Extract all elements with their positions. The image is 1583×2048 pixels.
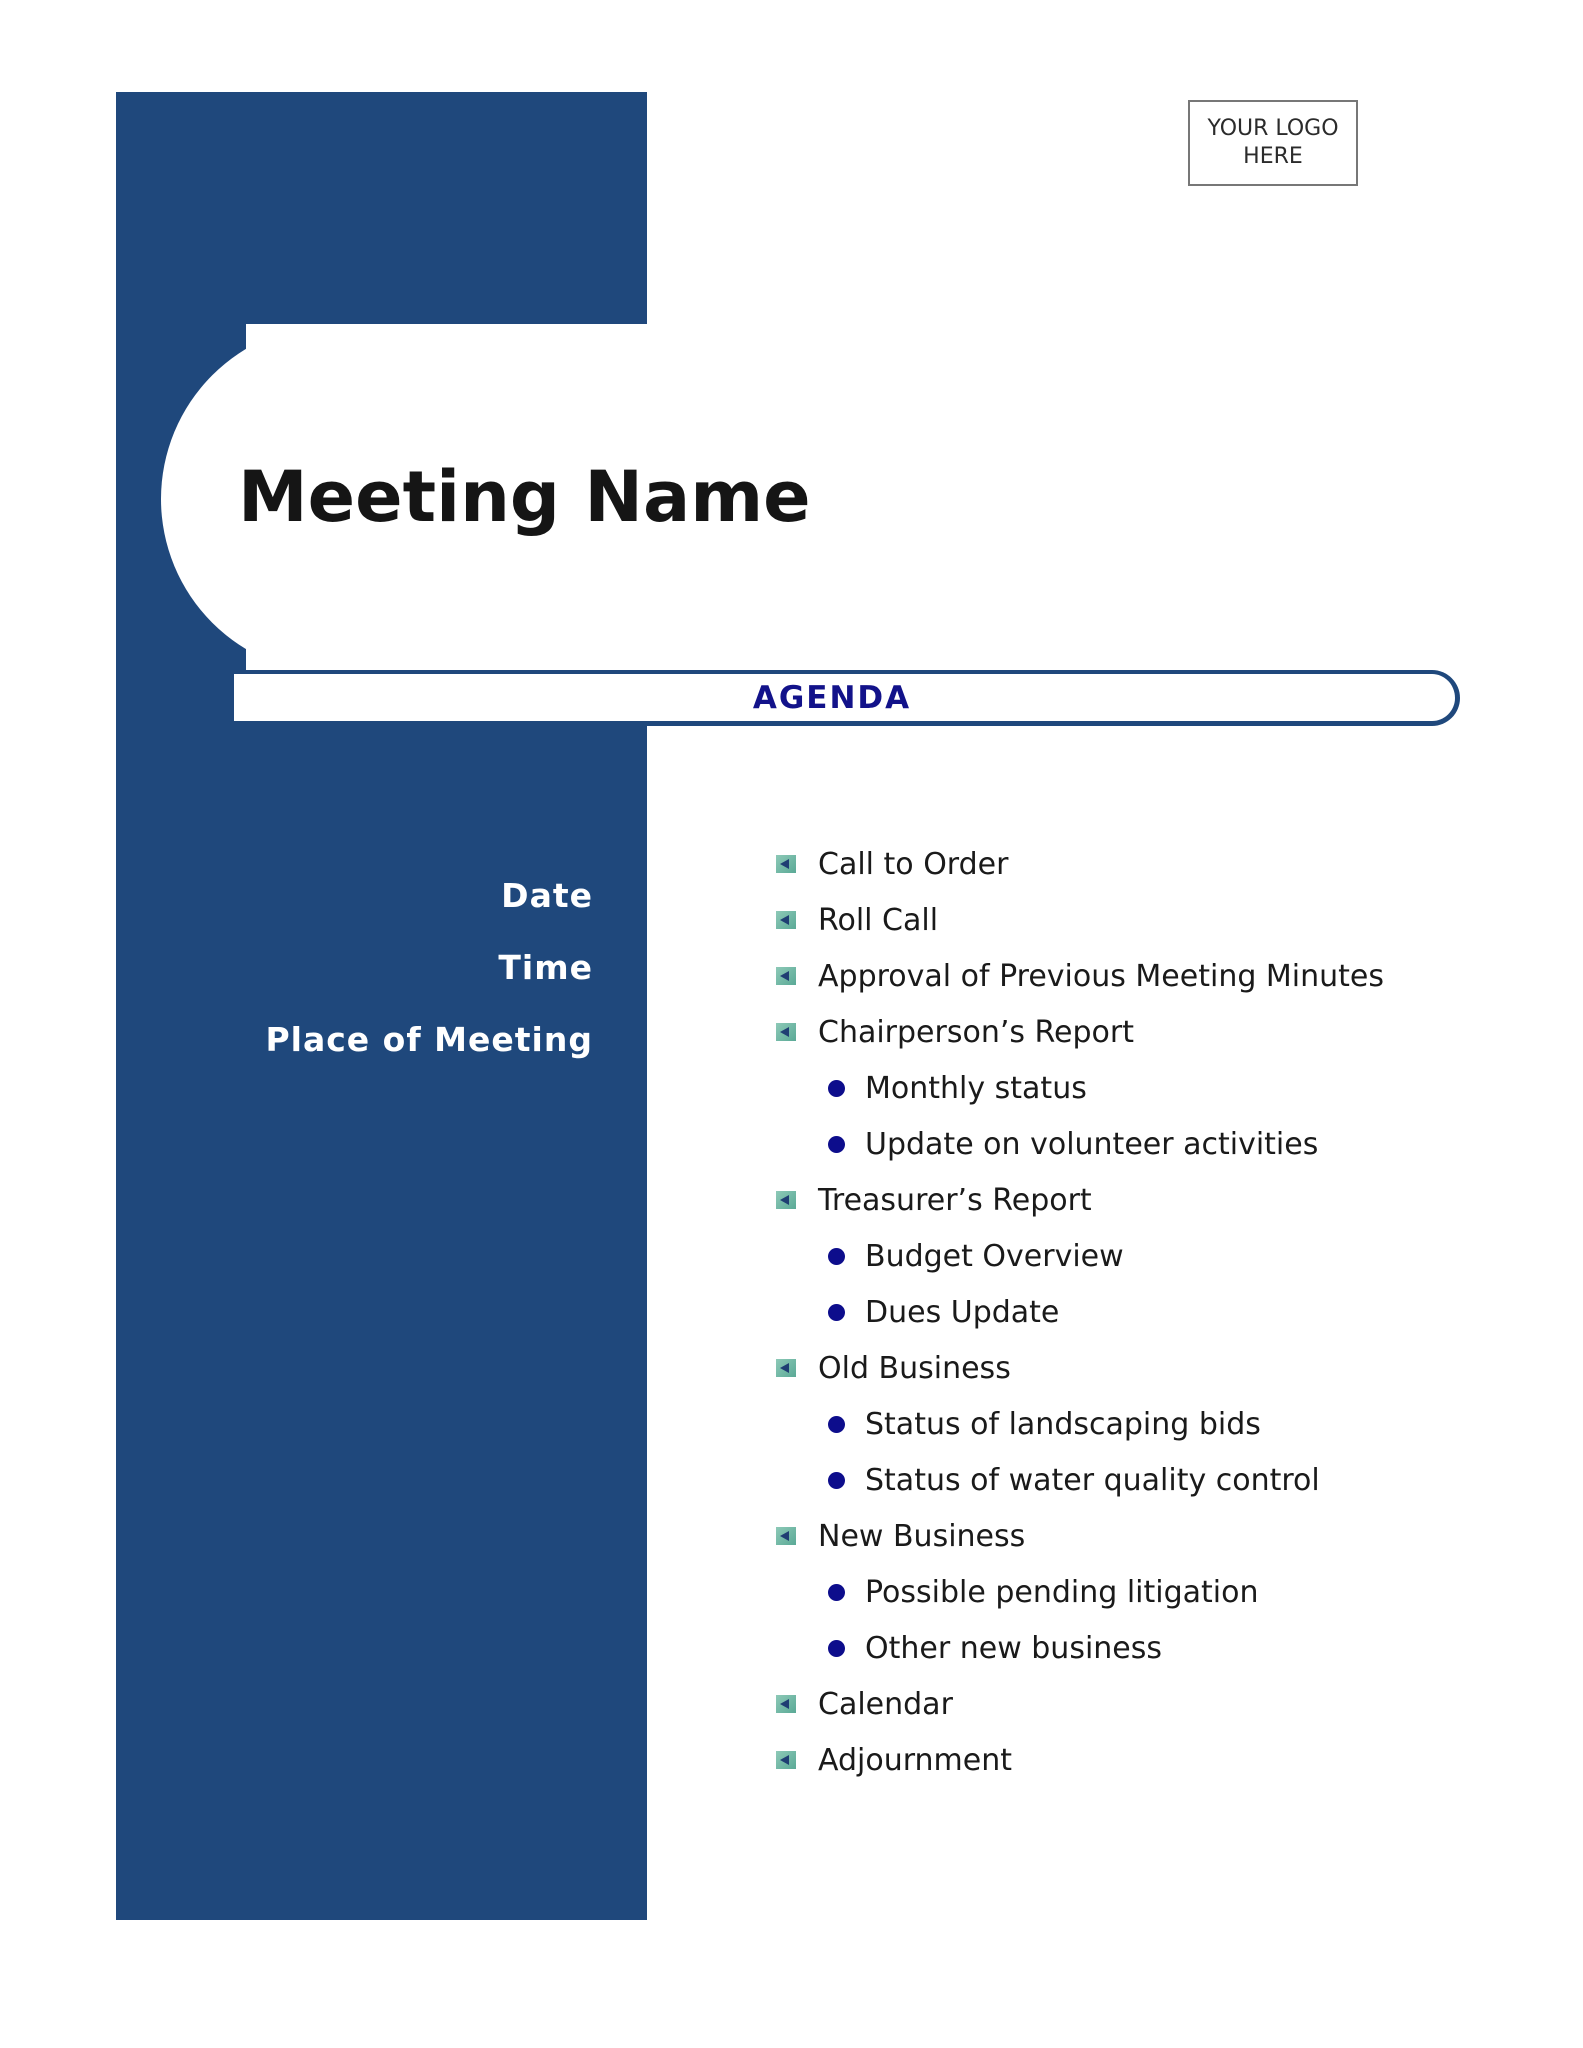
dot-bullet-icon [828,1248,845,1265]
square-bullet-icon [776,1359,796,1377]
square-bullet-icon [776,1751,796,1769]
dot-bullet-icon [828,1304,845,1321]
square-bullet-icon [776,855,796,873]
dot-bullet-icon [828,1472,845,1489]
agenda-item-text: Approval of Previous Meeting Minutes [818,958,1385,994]
agenda-item [776,948,1384,1004]
logo-text-line-1: YOUR LOGO [1207,116,1339,141]
agenda-item [776,892,1384,948]
agenda-subitem [776,1452,1384,1508]
place-label: Place of Meeting [265,1020,593,1059]
agenda-item-text: New Business [818,1518,1026,1554]
agenda-item-text: Update on volunteer activities [865,1126,1319,1162]
dot-bullet-icon [828,1080,845,1097]
agenda-item-text: Possible pending litigation [865,1574,1259,1610]
dot-bullet-icon [828,1416,845,1433]
agenda-item [776,1004,1384,1060]
logo-placeholder [1188,100,1358,186]
agenda-subitem [776,1284,1384,1340]
sidebar-band-top [116,92,647,324]
agenda-item-text: Calendar [818,1686,953,1722]
agenda-item [776,1508,1384,1564]
time-label: Time [498,948,593,987]
logo-text-line-2: HERE [1243,144,1303,169]
agenda-item [776,1340,1384,1396]
agenda-subitem [776,1060,1384,1116]
agenda-item-text: Dues Update [865,1294,1060,1330]
agenda-item-text: Monthly status [865,1070,1087,1106]
agenda-item-text: Status of water quality control [865,1462,1320,1498]
agenda-item [776,1172,1384,1228]
agenda-item-text: Budget Overview [865,1238,1124,1274]
square-bullet-icon [776,1191,796,1209]
agenda-item-text: Status of landscaping bids [865,1406,1261,1442]
agenda-item [776,1732,1384,1788]
square-bullet-icon [776,1527,796,1545]
agenda-subitem [776,1620,1384,1676]
square-bullet-icon [776,967,796,985]
dot-bullet-icon [828,1584,845,1601]
square-bullet-icon [776,1023,796,1041]
agenda-subitem [776,1564,1384,1620]
agenda-item-text: Roll Call [818,902,939,938]
square-bullet-icon [776,1695,796,1713]
agenda-heading: AGENDA [752,680,912,716]
agenda-subitem [776,1396,1384,1452]
agenda-item-text: Call to Order [818,846,1009,882]
agenda-item-text: Other new business [865,1630,1163,1666]
meeting-details [265,872,593,1088]
agenda-item [776,836,1384,892]
square-bullet-icon [776,911,796,929]
dot-bullet-icon [828,1136,845,1153]
agenda-item-text: Chairperson’s Report [818,1014,1134,1050]
dot-bullet-icon [828,1640,845,1657]
agenda-item-text: Old Business [818,1350,1011,1386]
agenda-item-text: Treasurer’s Report [818,1182,1092,1218]
page-title: Meeting Name [238,456,811,538]
agenda-subitem [776,1228,1384,1284]
agenda-item-text: Adjournment [818,1742,1013,1778]
agenda-item [776,1676,1384,1732]
agenda-subitem [776,1116,1384,1172]
agenda-list [776,836,1384,1788]
date-label: Date [501,876,593,915]
